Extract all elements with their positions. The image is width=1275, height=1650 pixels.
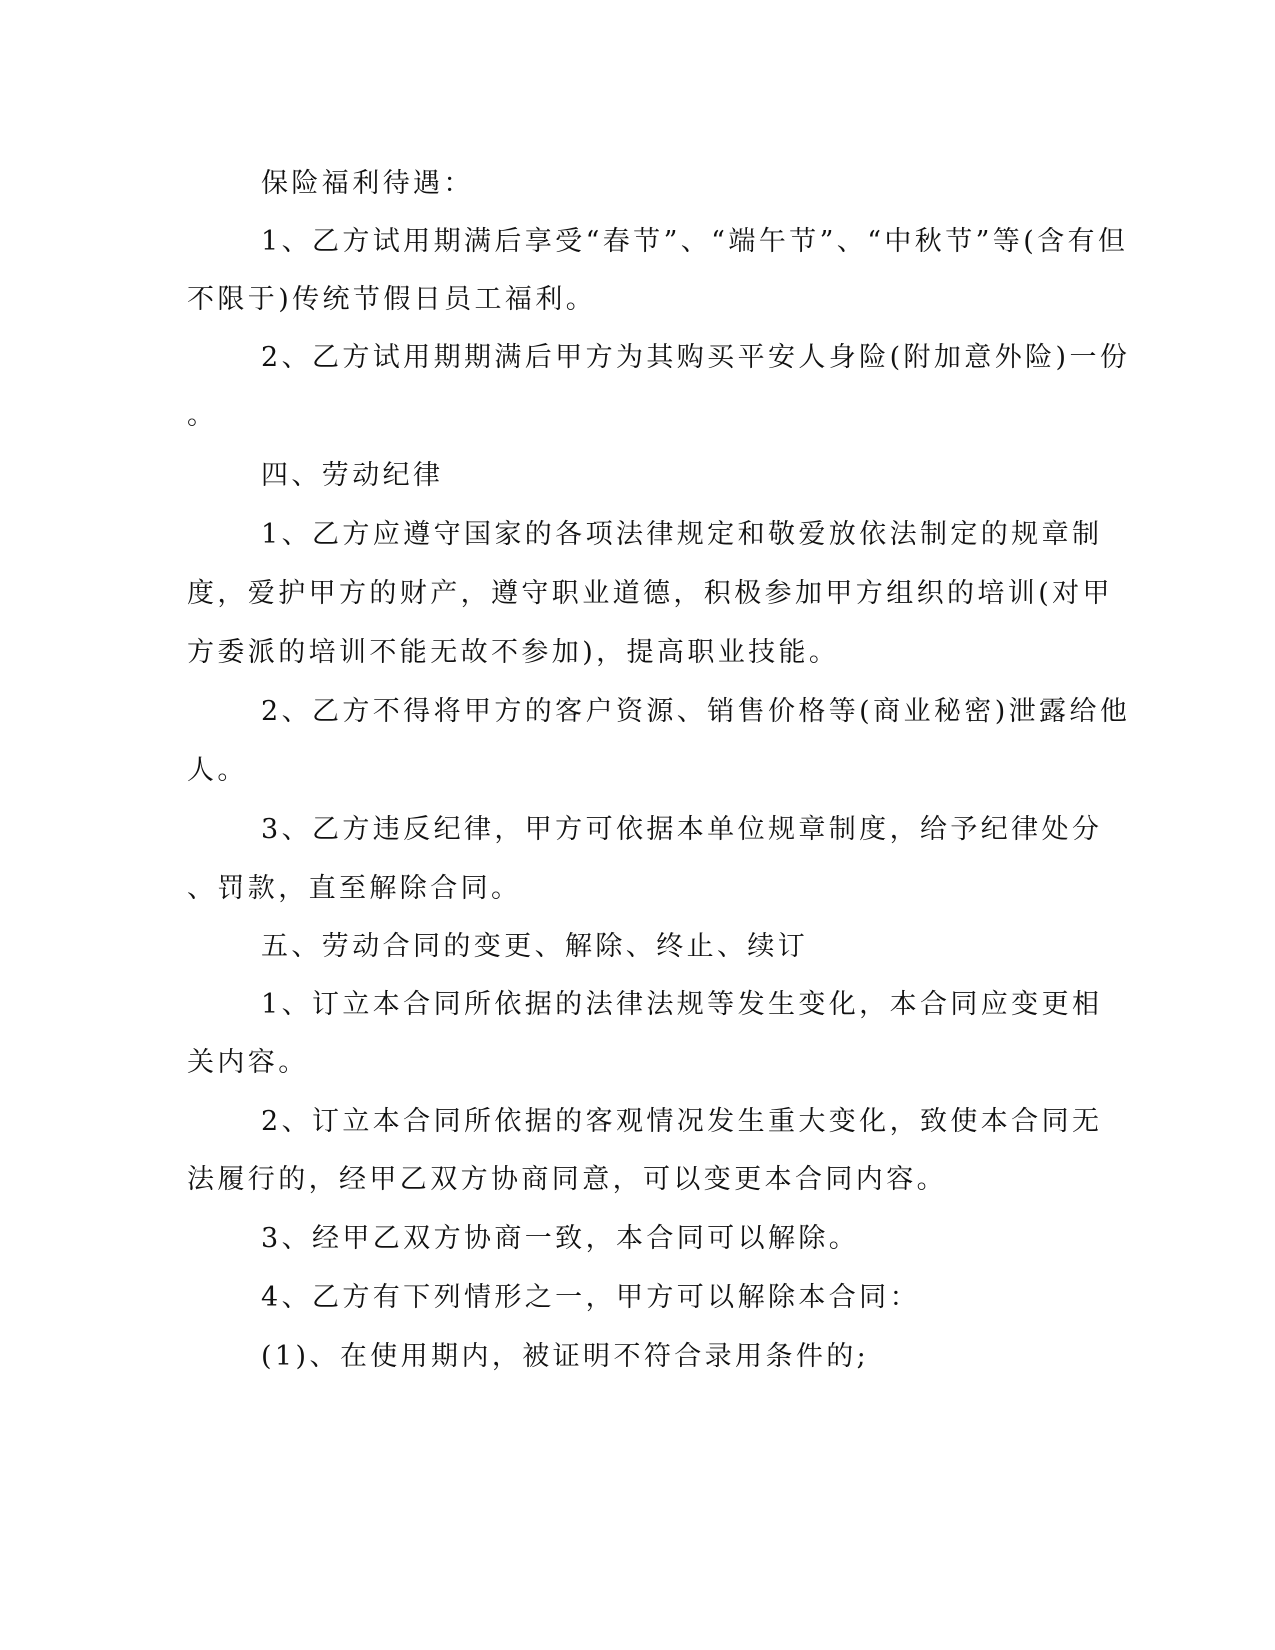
paragraph-line: 4、乙方有下列情形之一，甲方可以解除本合同： [261,1282,920,1313]
paragraph-line: 1、乙方试用期满后享受“春节”、“端午节”、“中秋节”等(含有但 [261,226,1129,257]
paragraph-line: (1)、在使用期内，被证明不符合录用条件的; [261,1341,870,1372]
paragraph-line: 法履行的，经甲乙双方协商同意，可以变更本合同内容。 [187,1164,947,1195]
paragraph-line: 1、乙方应遵守国家的各项法律规定和敬爱放依法制定的规章制 [261,519,1103,550]
paragraph-line: 2、乙方不得将甲方的客户资源、销售价格等(商业秘密)泄露给他 [261,696,1131,727]
paragraph-line: 方委派的培训不能无故不参加)，提高职业技能。 [187,637,840,668]
paragraph-line: 、罚款，直至解除合同。 [187,873,522,904]
paragraph-line: 3、乙方违反纪律，甲方可依据本单位规章制度，给予纪律处分 [261,814,1103,845]
paragraph-line: 2、乙方试用期期满后甲方为其购买平安人身险(附加意外险)一份 [261,342,1131,373]
paragraph-line: 。 [187,400,218,431]
paragraph-line: 不限于)传统节假日员工福利。 [187,284,597,315]
section-heading-labor-discipline: 四、劳动纪律 [261,460,444,491]
section-heading-insurance-benefits: 保险福利待遇： [261,168,474,199]
paragraph-line: 人。 [187,755,248,786]
paragraph-line: 1、订立本合同所依据的法律法规等发生变化，本合同应变更相 [261,989,1103,1020]
paragraph-line: 2、订立本合同所依据的客观情况发生重大变化，致使本合同无 [261,1106,1103,1137]
paragraph-line: 关内容。 [187,1047,309,1078]
paragraph-line: 3、经甲乙双方协商一致，本合同可以解除。 [261,1223,860,1254]
section-heading-contract-changes: 五、劳动合同的变更、解除、终止、续订 [261,931,809,962]
paragraph-line: 度，爱护甲方的财产，遵守职业道德，积极参加甲方组织的培训(对甲 [187,578,1113,609]
